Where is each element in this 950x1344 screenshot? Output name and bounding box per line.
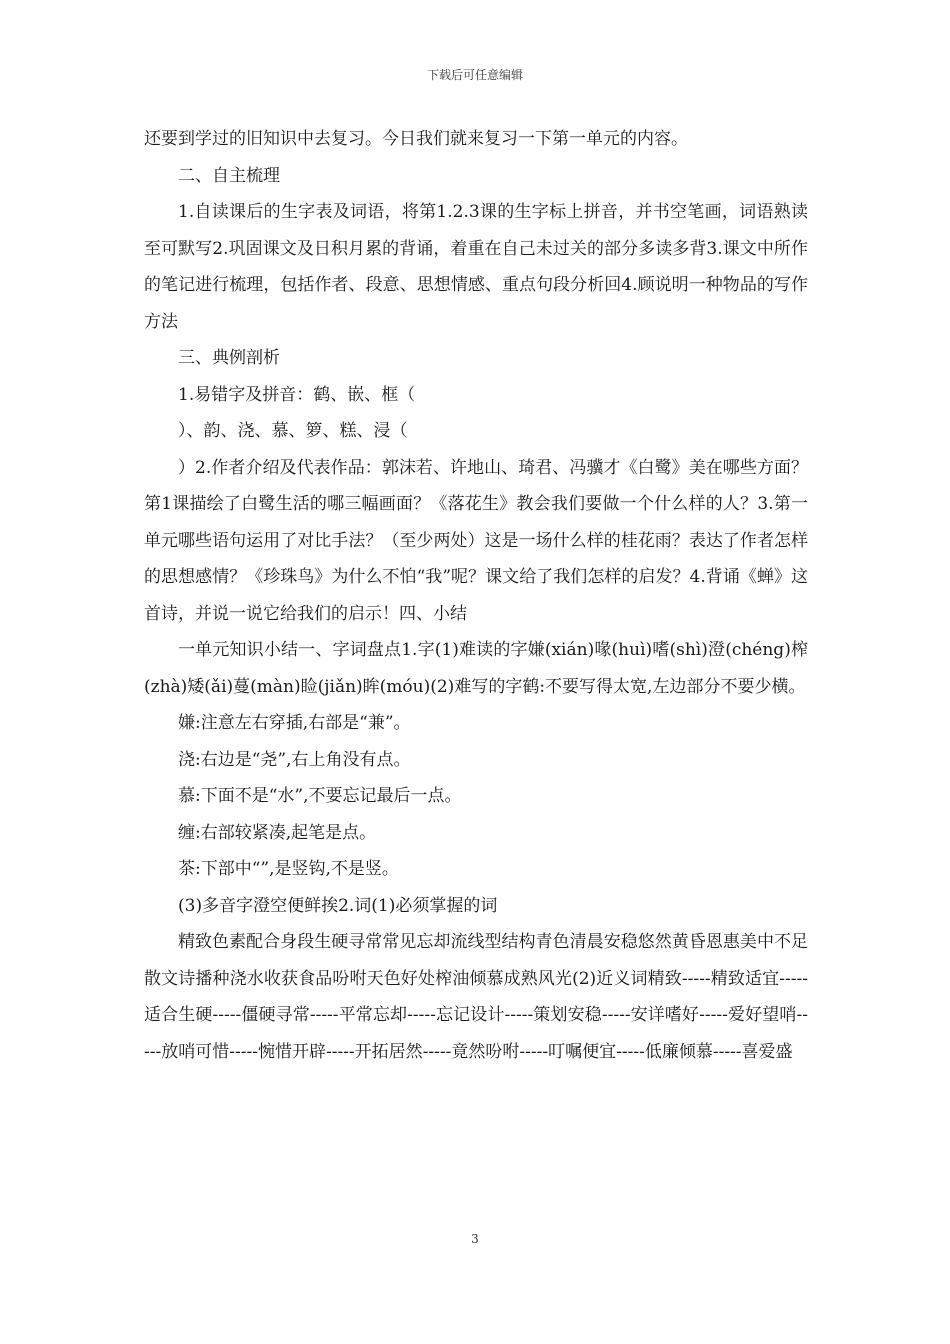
section-heading-2: 二、自主梳理 xyxy=(178,165,280,186)
paragraph-10: 浇:右边是“尧”,右上角没有点。 xyxy=(178,749,411,770)
paragraph-11: 慕:下面不是“水”,不要忘记最后一点。 xyxy=(178,786,462,806)
paragraph-9: 嫌:注意左右穿插,右部是“兼”。 xyxy=(178,713,411,733)
paragraph-8: 一单元知识小结一、字词盘点1.字(1)难读的字嫌(xián)喙(huì)嗜(shì)澄(chéng)榨(zhà)矮(ǎi)蔓(màn)睑(jiǎn)眸(móu)(2)难写的字鹤:不要写得太宽,左边部分不要少横。 xyxy=(144,640,808,697)
document-body xyxy=(144,121,808,1070)
section-heading-3: 三、典例剖析 xyxy=(178,348,280,368)
paragraph-3: 1.自读课后的生字表及词语，将第1.2.3课的生字标上拼音，并书空笔画，词语熟读至可默写2.巩固课文及日积月累的背诵，着重在自己未过关的部分多读多背3.课文中所作的笔记进行梳理，包括作者、段意、思想情感、重点句段分析回4.顾说明一种物品的写作方法 xyxy=(144,202,808,332)
paragraph-5: 1.易错字及拼音：鹤、嵌、框（ xyxy=(178,384,416,405)
paragraph-1: 还要到学过的旧知识中去复习。今日我们就来复习一下第一单元的内容。 xyxy=(144,129,688,149)
page-header: 下载后可任意编辑 xyxy=(426,68,523,82)
paragraph-12: 缠:右部较紧凑,起笔是点。 xyxy=(178,822,377,843)
paragraph-13: 茶:下部中“”,是竖钩,不是竖。 xyxy=(178,859,399,879)
paragraph-6: ）、韵、浇、慕、箩、糕、浸（ xyxy=(178,421,408,441)
paragraph-7: ）2.作者介绍及代表作品：郭沫若、许地山、琦君、冯骥才《白鹭》美在哪些方面？第1课描绘了白鹭生活的哪三幅画面？《落花生》教会我们要做一个什么样的人？3.第一单元哪些语句运用了对比手法？（至少两处）这是一场什么样的桂花雨？表达了作者怎样的思想感情？《珍珠鸟》为什么不怕“我”呢？课文给了我们怎样的启发？4.背诵《蝉》这首诗，并说一说它给我们的启示！四、小结 xyxy=(144,457,808,624)
paragraph-15: 精致色素配合身段生硬寻常常见忘却流线型结构青色清晨安稳悠然黄昏恩惠美中不足散文诗播种浇水收获食品吩咐天色好处榨油倾慕成熟风光(2)近义词精致-----精致适宜-----适合生硬-----僵硬寻常-----平常忘却-----忘记设计-----策划安稳-----安详嗜好-----爱好望哨-----放哨可惜-----惋惜开辟-----开拓居然-----竟然吩咐-----叮嘱便宜-----低廉倾慕-----喜爱盛 xyxy=(144,932,808,1062)
paragraph-14: (3)多音字澄空便鲜挨2.词(1)必须掌握的词 xyxy=(178,895,498,916)
page-number: 3 xyxy=(471,1232,479,1246)
